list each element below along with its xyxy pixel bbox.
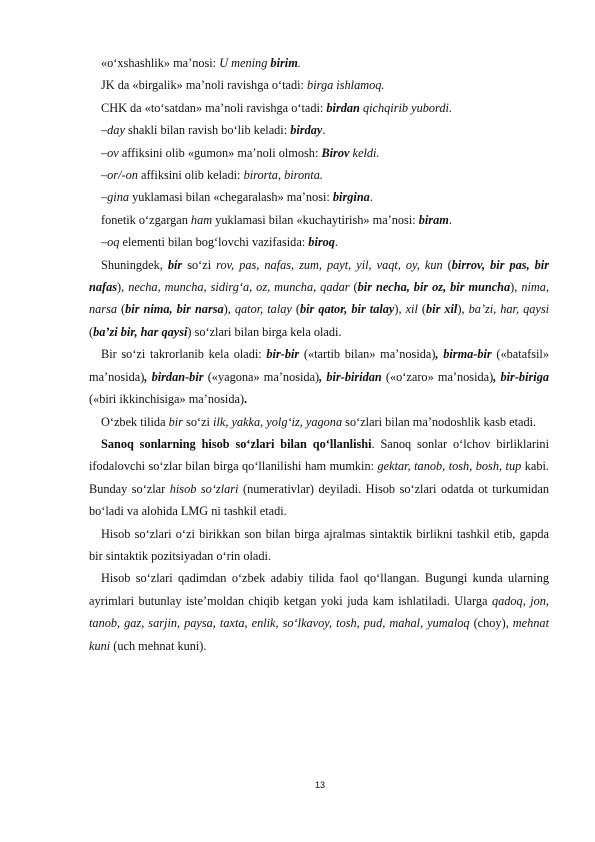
text-run: ba’zi bir, har qaysi [93,324,188,339]
text-run: so‘zi [182,414,214,429]
text-run: (choy) [469,616,506,631]
example-lines [89,52,549,254]
text-run: ilk, yakka, yolg‘iz, yagona [213,414,343,429]
text-run: Sanoq sonlarning hisob so‘zlari bilan qo‘llanlishi [101,436,372,451]
paragraph-4 [89,433,549,523]
text-run: , bir-biriga [493,369,549,384]
text-run: – [101,168,108,183]
text-run: necha, muncha, sidirg‘a, oz, muncha, qadar [128,280,350,295]
text-run: («o‘zaro» ma’nosida) [381,369,494,384]
text-run: ), [117,280,129,295]
text-run: ov [107,145,119,160]
text-run: bir-bir [266,347,300,362]
text-run: ) so‘zlari bilan birga kela oladi. [187,324,342,339]
text-run: shakli bilan ravish bo‘lib keladi: [124,123,291,138]
text-run: , mehnat kuni [89,616,549,653]
text-run: ), [394,302,406,317]
text-run: qadoq, jon, tanob, gaz, sarjin, paysa, taxta, enlik, so‘lkavoy, tosh, pud, mahal, yumaloq [89,593,549,631]
text-run: . [369,190,373,205]
text-run: birdan [326,100,360,115]
text-run: ( [291,302,300,317]
text-run: . [297,56,301,70]
text-run: ), [223,302,235,317]
text-run: Bir so‘zi takrorlanib kela oladi: [101,347,267,362]
text-run: – [101,235,108,250]
example-line-9 [89,231,549,253]
text-run: – [101,145,108,160]
text-run: birga ishlamoq. [307,78,385,93]
text-run: hisob so‘zlari [169,481,239,496]
text-run: («biri ikkinchisiga» ma’nosida) [89,392,245,407]
paragraph-2 [89,343,549,410]
text-run: bir qator, bir talay [299,302,395,317]
example-line-6 [89,164,549,186]
text-run: , birdan-bir [144,369,204,384]
text-run: fonetik o‘zgargan [101,212,191,227]
text-run: biroq [308,235,335,250]
example-line-8 [89,209,549,231]
text-run: ( [349,280,358,295]
example-line-1 [89,52,549,74]
text-run: U mening [219,56,271,70]
example-line-4 [89,119,549,141]
text-run: birorta, bironta. [243,168,323,183]
text-run: JK da «birgalik» ma’noli ravishga o‘tadi: [101,78,308,93]
text-run: ), [457,302,469,317]
text-run: . [334,235,339,250]
text-run: . [448,212,452,227]
paragraph-3 [89,411,549,433]
text-run: qator, talay [234,302,292,317]
paragraph-1 [89,254,549,344]
body-paragraphs [89,254,549,657]
text-run: ), [510,280,522,295]
text-run: or/-on [107,168,138,183]
example-line-2 [89,74,549,96]
text-run: elementi bilan bog‘lovchi vazifasida: [119,235,309,250]
text-run: , birma-bir [435,347,492,362]
text-run: – [101,190,108,205]
text-run: ( [417,302,426,317]
text-run: (uch mehnat kuni). [110,638,207,653]
page-number: 13 [314,780,325,790]
text-run: oq [107,235,120,250]
text-run: ( [117,302,126,317]
example-line-3 [89,97,549,119]
text-run: rov, pas, nafas, zum, payt, yil, vaqt, oy, kun [216,257,443,272]
text-run: . [322,123,326,138]
text-run: bir [168,414,183,429]
text-run: bir xil [426,302,458,317]
text-run: gina [107,190,130,205]
text-run: . [244,392,248,407]
text-run: kabi. Bunday so‘zlar [89,459,549,496]
text-run: CHK da «to‘satdan» ma’noli ravishga o‘tadi: [101,100,327,115]
text-run: affiksini olib keladi: [137,168,244,183]
text-run: ham [190,212,213,227]
text-run: biram [418,212,449,227]
text-run: xil [405,302,418,317]
example-line-5 [89,142,549,164]
text-run: (numerativlar) deyiladi. Hisob so‘zlari odatda ot turkumidan bo‘ladi va alohida LMG ni tashkil etadi. [89,481,549,519]
text-run: birday [290,123,323,138]
text-run: – [101,123,108,138]
text-run: Birov [321,145,350,160]
text-run: , bir-biridan [319,369,382,384]
text-run: keldi. [349,145,380,160]
text-run: day [107,123,125,138]
text-run: («tartib bilan» ma’nosida) [299,347,436,362]
text-run: yuklamasi bilan «kuchaytirish» ma’nosi: [212,212,419,227]
text-run: («batafsil» ma’nosida) [89,347,549,384]
text-run: yuklamasi bilan «chegaralash» ma’nosi: [129,190,333,205]
text-run: nima, narsa [89,280,550,317]
text-run: so‘zlari bilan ma’nodoshlik kasb etadi. [342,414,537,429]
text-run: birgina [332,190,370,205]
text-run: qichqirib yubordi. [359,100,453,115]
text-run: bir [167,257,183,272]
text-run: Hisob so‘zlari o‘zi birikkan son bilan birga ajralmas sintaktik birlikni tashkil etib, gapda bir sintaktik pozitsiyadan o‘rin oladi. [89,526,549,563]
paragraph-5 [89,523,549,568]
text-run: birrov, bir pas, bir nafas [89,257,549,295]
example-line-7 [89,186,549,208]
text-run: Shuningdek, [101,257,168,272]
text-run: Hisob so‘zlari qadimdan o‘zbek adabiy tilida faol qo‘llangan. Bugungi kunda ularning ayrimlari butunlay iste’moldan chiqib ketgan yoki juda kam ishlatiladi. Ularga [89,571,549,608]
text-run: . Sanoq sonlar o‘lchov birliklarini ifodalovchi so‘zlar bilan birga qo‘llanilishi ham mumkin: [89,436,549,474]
paragraph-6 [89,567,549,657]
text-run: bir nima, bir narsa [125,302,224,317]
text-run: («yagona» ma’nosida) [203,369,320,384]
text-run: birim [270,56,298,70]
text-run: bir necha, bir oz, bir muncha [357,280,511,295]
text-run: so‘zi [182,257,217,272]
page-text [89,52,549,657]
text-run: «o‘xshashlik» ma’nosi: [101,56,220,70]
text-run: ba’zi, har, qaysi [468,302,550,317]
text-run: O‘zbek tilida [101,414,169,429]
text-run: ( [89,324,94,339]
text-run: affiksini olib «gumon» ma’noli olmosh: [118,145,322,160]
text-run: gektar, tanob, tosh, bosh, tup [377,459,522,474]
text-run: ( [442,257,452,272]
